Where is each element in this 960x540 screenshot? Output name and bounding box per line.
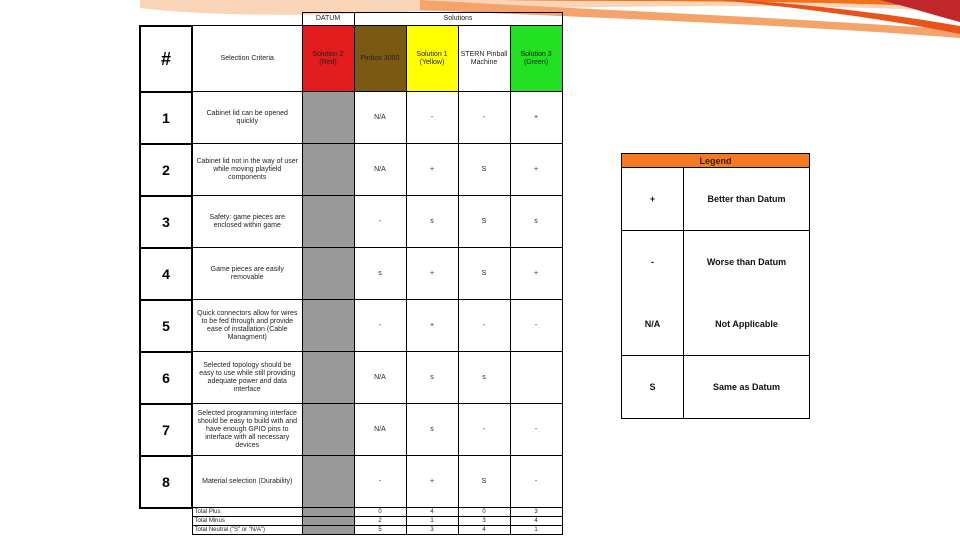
rating-cell: N/A xyxy=(354,404,406,456)
totals-label: Total Neutral ("S" or "N/A") xyxy=(192,526,302,535)
solution-header-line2: (Yellow) xyxy=(419,58,445,66)
legend-symbol: + xyxy=(622,168,684,231)
total-cell: 4 xyxy=(510,517,562,526)
criteria-header: Selection Criteria xyxy=(192,26,302,92)
table-row xyxy=(140,404,562,456)
table-row xyxy=(140,196,562,248)
solution-header-stern xyxy=(458,26,510,92)
legend-row xyxy=(622,231,810,294)
criteria-cell: Safety: game pieces are enclosed within game xyxy=(192,196,302,248)
rating-cell: N/A xyxy=(354,92,406,144)
rating-cell: - xyxy=(354,456,406,508)
criteria-cell: Cabinet lid can be opened quickly xyxy=(192,92,302,144)
rating-cell: s xyxy=(406,352,458,404)
number-header: # xyxy=(140,26,192,92)
total-cell: 4 xyxy=(406,508,458,517)
datum-label: DATUM xyxy=(302,13,354,26)
rating-cell: + xyxy=(406,144,458,196)
datum-cell xyxy=(302,300,354,352)
solution-header-line1: Pinbox 3000 xyxy=(360,54,400,62)
rating-cell: N/A xyxy=(354,144,406,196)
row-number: 8 xyxy=(140,456,192,508)
datum-cell xyxy=(302,508,354,517)
datum-cell xyxy=(302,92,354,144)
table-row xyxy=(140,92,562,144)
row-number: 5 xyxy=(140,300,192,352)
rating-cell: s xyxy=(354,248,406,300)
rating-cell: - xyxy=(510,456,562,508)
row-number: 3 xyxy=(140,196,192,248)
total-cell: 4 xyxy=(458,526,510,535)
solution-header-pinbox xyxy=(354,26,406,92)
rating-cell: - xyxy=(510,300,562,352)
rating-cell: - xyxy=(458,404,510,456)
rating-cell: N/A xyxy=(354,352,406,404)
solution-header-line1: Solution 2 xyxy=(312,50,344,58)
solution-header-line1: Solution 1 xyxy=(416,50,448,58)
matrix-header-row xyxy=(140,26,562,92)
legend-row xyxy=(622,356,810,419)
pugh-matrix-table xyxy=(139,12,563,535)
total-cell: 0 xyxy=(458,508,510,517)
solution-header-line1: STERN Pinball xyxy=(460,50,508,58)
matrix-group-header-row xyxy=(140,13,562,26)
criteria-cell: Cabinet lid not in the way of user while moving playfield components xyxy=(192,144,302,196)
totals-label: Total Minus xyxy=(192,517,302,526)
rating-cell: s xyxy=(406,404,458,456)
datum-cell xyxy=(302,144,354,196)
rating-cell: - xyxy=(406,92,458,144)
rating-cell xyxy=(510,352,562,404)
solution-header-line2: (Red) xyxy=(319,58,337,66)
legend-meaning: Worse than Datum xyxy=(684,231,810,294)
legend-row xyxy=(622,293,810,356)
spacer-cell xyxy=(140,508,192,517)
table-row xyxy=(140,144,562,196)
criteria-cell: Quick connectors allow for wires to be fed through and provide ease of installation (Cable Managment) xyxy=(192,300,302,352)
legend-meaning: Better than Datum xyxy=(684,168,810,231)
rating-cell: S xyxy=(458,456,510,508)
solution-header-line2: Machine xyxy=(470,58,498,66)
table-row xyxy=(140,300,562,352)
rating-cell: s xyxy=(406,196,458,248)
table-row xyxy=(140,248,562,300)
table-row xyxy=(140,352,562,404)
rating-cell: s xyxy=(510,196,562,248)
rating-cell: - xyxy=(354,196,406,248)
totals-row xyxy=(140,517,562,526)
rating-cell: + xyxy=(406,248,458,300)
legend-symbol: S xyxy=(622,356,684,419)
rating-cell: - xyxy=(354,300,406,352)
solutions-label: Solutions xyxy=(354,13,562,26)
row-number: 7 xyxy=(140,404,192,456)
rating-cell: - xyxy=(458,300,510,352)
criteria-cell: Selected programming interface should be easy to build with and have enough GPIO pins to interface with all necessary devices xyxy=(192,404,302,456)
rating-cell: + xyxy=(510,248,562,300)
legend-symbol: - xyxy=(622,231,684,294)
totals-row xyxy=(140,526,562,535)
rating-cell: s xyxy=(458,352,510,404)
solution-header-yellow xyxy=(406,26,458,92)
datum-cell xyxy=(302,352,354,404)
legend-table xyxy=(621,153,810,419)
legend-meaning: Same as Datum xyxy=(684,356,810,419)
criteria-cell: Material selection (Durability) xyxy=(192,456,302,508)
total-cell: 0 xyxy=(354,508,406,517)
criteria-cell: Game pieces are easily removable xyxy=(192,248,302,300)
table-row xyxy=(140,456,562,508)
row-number: 1 xyxy=(140,92,192,144)
datum-cell xyxy=(302,526,354,535)
rating-cell: - xyxy=(510,404,562,456)
row-number: 4 xyxy=(140,248,192,300)
datum-cell xyxy=(302,196,354,248)
rating-cell: S xyxy=(458,144,510,196)
spacer-cell xyxy=(140,517,192,526)
totals-label: Total Plus xyxy=(192,508,302,517)
rating-cell: - xyxy=(458,92,510,144)
legend-row xyxy=(622,168,810,231)
total-cell: 3 xyxy=(458,517,510,526)
datum-cell xyxy=(302,248,354,300)
rating-cell: + xyxy=(406,300,458,352)
total-cell: 3 xyxy=(406,526,458,535)
row-number: 6 xyxy=(140,352,192,404)
rating-cell: S xyxy=(458,248,510,300)
solution-header-line2: (Green) xyxy=(523,58,549,66)
total-cell: 3 xyxy=(510,508,562,517)
spacer-cell xyxy=(140,13,192,26)
datum-cell xyxy=(302,517,354,526)
legend-header-row xyxy=(622,154,810,168)
rating-cell: S xyxy=(458,196,510,248)
legend-symbol: N/A xyxy=(622,293,684,356)
criteria-cell: Selected topology should be easy to use while still providing adequate power and data interface xyxy=(192,352,302,404)
rating-cell: + xyxy=(406,456,458,508)
solution-header-green xyxy=(510,26,562,92)
spacer-cell xyxy=(140,526,192,535)
datum-cell xyxy=(302,404,354,456)
datum-cell xyxy=(302,456,354,508)
total-cell: 1 xyxy=(510,526,562,535)
solution-header-red xyxy=(302,26,354,92)
legend-title: Legend xyxy=(622,154,810,168)
rating-cell: + xyxy=(510,92,562,144)
rating-cell: + xyxy=(510,144,562,196)
solution-header-line1: Solution 3 xyxy=(520,50,552,58)
row-number: 2 xyxy=(140,144,192,196)
total-cell: 1 xyxy=(406,517,458,526)
total-cell: 2 xyxy=(354,517,406,526)
total-cell: 5 xyxy=(354,526,406,535)
legend-meaning: Not Applicable xyxy=(684,293,810,356)
spacer-cell xyxy=(192,13,302,26)
totals-row xyxy=(140,508,562,517)
